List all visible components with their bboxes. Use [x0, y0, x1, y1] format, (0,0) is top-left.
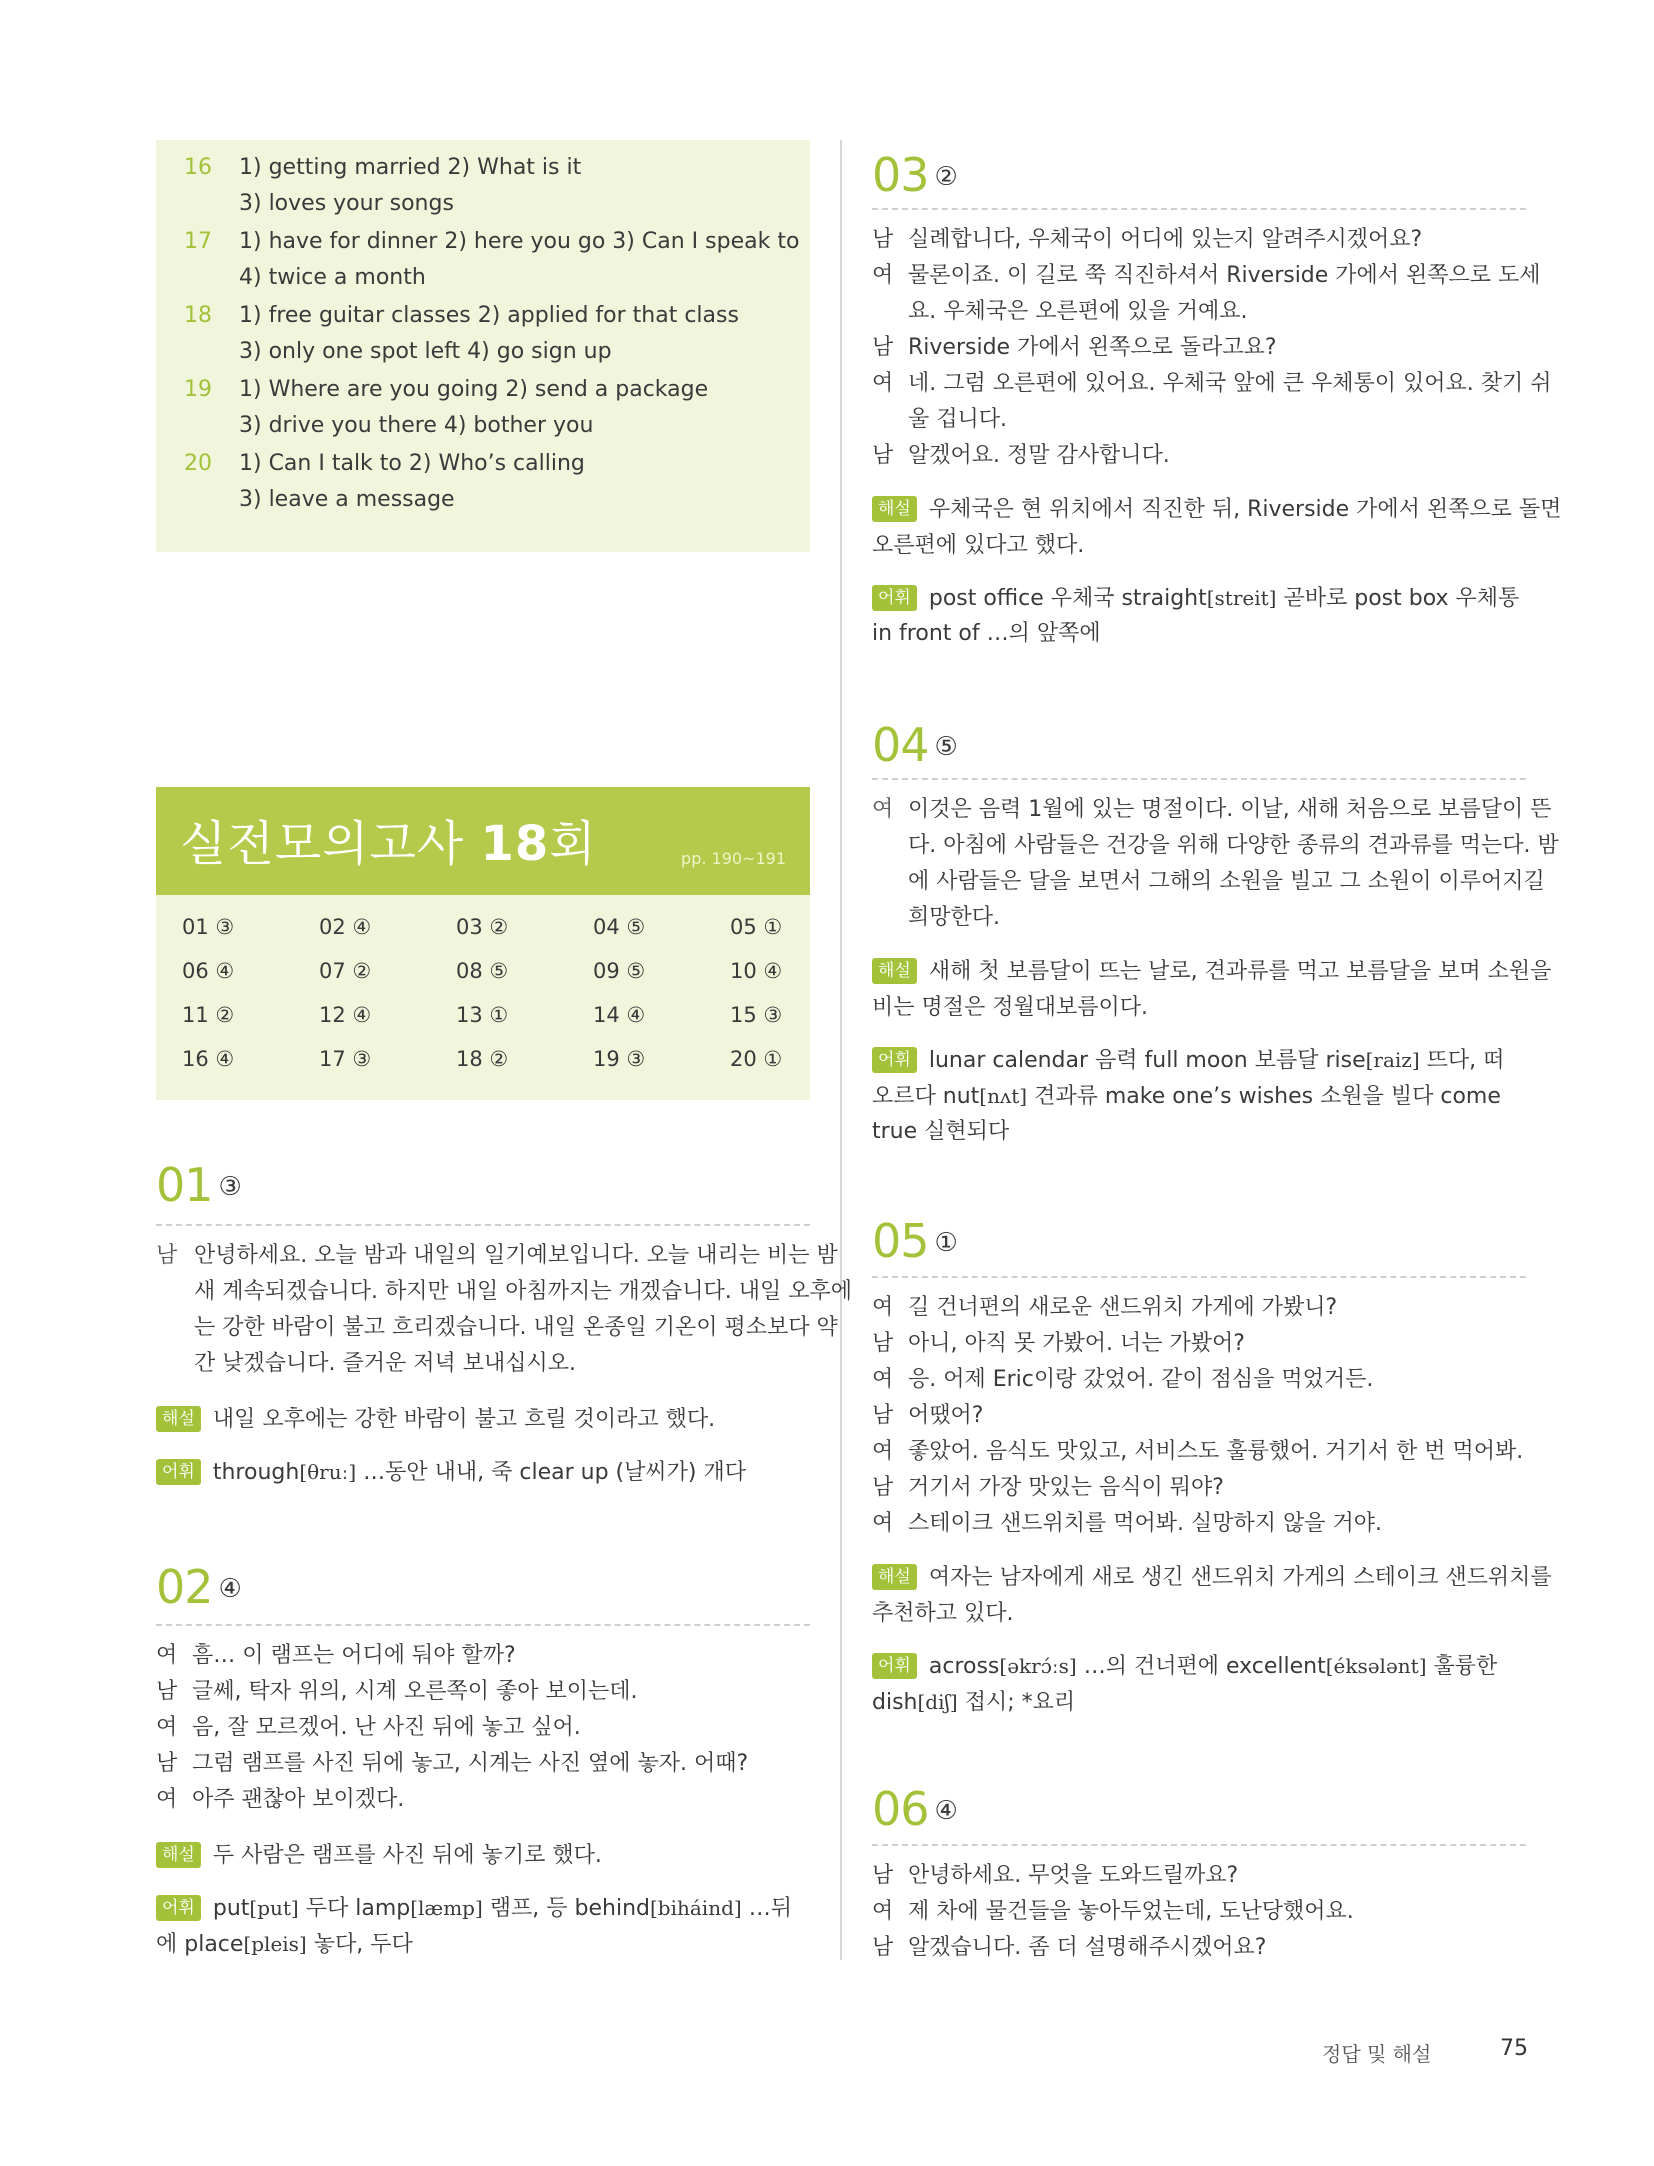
grid-answer: 09 ⑤	[593, 959, 646, 983]
speaker-label: 여	[156, 1787, 178, 1812]
answer-key-line-1: 1) getting married 2) What is it	[239, 155, 582, 180]
grid-answer: 17 ③	[319, 1047, 372, 1071]
answer-key-line-1: 1) Where are you going 2) send a package	[239, 377, 709, 402]
dialog-line: 좋았어. 음식도 맛있고, 서비스도 훌륭했어. 거기서 한 번 먹어봐.	[908, 1439, 1524, 1464]
dialog-line-continued: 요. 우체국은 오른편에 있을 거예요.	[908, 299, 1248, 324]
speaker-label: 여	[872, 1367, 894, 1392]
speaker-label: 여	[872, 1511, 894, 1536]
dialog-line: 응. 어제 Eric이랑 갔었어. 같이 점심을 먹었거든.	[908, 1367, 1374, 1392]
answer-key-number: 16	[184, 155, 212, 180]
q05-heading: 05 ①	[872, 1214, 958, 1268]
q06-heading: 06 ④	[872, 1782, 958, 1836]
q05-divider	[872, 1276, 1526, 1278]
dialog-line: 음, 잘 모르겠어. 난 사진 뒤에 놓고 싶어.	[192, 1715, 581, 1740]
grid-answer: 12 ④	[319, 1003, 372, 1027]
q01-line-4: 간 낮겠습니다. 즐거운 저녁 보내십시오.	[194, 1351, 576, 1376]
q03-vocab-line-2: in front of …의 앞쪽에	[872, 621, 1101, 646]
grid-answer: 02 ④	[319, 915, 372, 939]
dialog-line-continued: 울 겁니다.	[908, 407, 1007, 432]
q03-explain-line-2: 오른편에 있다고 했다.	[872, 533, 1085, 558]
grid-answer: 10 ④	[730, 959, 783, 983]
grid-answer: 01 ③	[182, 915, 235, 939]
grid-answer: 20 ①	[730, 1047, 783, 1071]
q04-line-4: 희망한다.	[908, 905, 1001, 930]
answer-key-line-2: 3) loves your songs	[239, 191, 454, 216]
q03-vocab-line-1: 어휘 post office 우체국 straight[streit] 곧바로 post box 우체통	[872, 580, 1519, 617]
grid-answer: 04 ⑤	[593, 915, 646, 939]
dialog-line: 어땠어?	[908, 1403, 984, 1428]
answer-key-line-2: 4) twice a month	[239, 265, 426, 290]
q05-explain-line-1: 해설 여자는 남자에게 새로 생긴 샌드위치 가게의 스테이크 샌드위치를	[872, 1560, 1552, 1596]
dialog-line: 제 차에 물건들을 놓아두었는데, 도난당했어요.	[908, 1899, 1354, 1924]
answer-key-number: 17	[184, 229, 212, 254]
answer-key-item	[184, 372, 708, 408]
dialog-line: 아주 괜찮아 보이겠다.	[192, 1787, 405, 1812]
q04-vocab-line-1: 어휘 lunar calendar 음력 full moon 보름달 rise[raiz] 뜨다, 떠	[872, 1042, 1504, 1079]
q01-divider	[156, 1224, 810, 1226]
grid-answer: 13 ①	[456, 1003, 509, 1027]
q02-divider	[156, 1624, 810, 1626]
q04-explain-line-1: 해설 새해 첫 보름달이 뜨는 날로, 견과류를 먹고 보름달을 보며 소원을	[872, 954, 1551, 990]
q03-heading: 03 ②	[872, 148, 958, 202]
grid-answer: 11 ②	[182, 1003, 235, 1027]
grid-answer: 08 ⑤	[456, 959, 509, 983]
q04-explain-line-2: 비는 명절은 정월대보름이다.	[872, 995, 1149, 1020]
q04-line-1: 이것은 음력 1월에 있는 명절이다. 이날, 새해 처음으로 보름달이 뜬	[908, 797, 1552, 822]
q02-vocab-line-1: 어휘 put[put] 두다 lamp[læmp] 램프, 등 behind[biháind] …뒤	[156, 1890, 792, 1927]
answer-key-line-2: 3) only one spot left 4) go sign up	[239, 339, 612, 364]
answer-key-item	[184, 224, 799, 260]
q05-explain-line-2: 추천하고 있다.	[872, 1601, 1014, 1626]
q04-divider	[872, 778, 1526, 780]
answer-key-line-1: 1) have for dinner 2) here you go 3) Can I speak to	[239, 229, 800, 254]
grid-answer: 19 ③	[593, 1047, 646, 1071]
speaker-label: 남	[872, 443, 894, 468]
dialog-line: 그럼 램프를 사진 뒤에 놓고, 시계는 사진 옆에 놓자. 어때?	[192, 1751, 749, 1776]
q02-explain: 해설 두 사람은 램프를 사진 뒤에 놓기로 했다.	[156, 1838, 602, 1874]
answer-key-line-2: 3) leave a message	[239, 487, 455, 512]
grid-answer: 16 ④	[182, 1047, 235, 1071]
q01-heading: 01 ③	[156, 1158, 242, 1212]
speaker-label: 남	[156, 1751, 178, 1776]
dialog-line: 물론이죠. 이 길로 쭉 직진하셔서 Riverside 가에서 왼쪽으로 도세	[908, 263, 1541, 288]
speaker-label: 남	[156, 1679, 178, 1704]
q01-line-2: 새 계속되겠습니다. 하지만 내일 아침까지는 개겠습니다. 내일 오후에	[194, 1279, 852, 1304]
footer-label: 정답 및 해설	[1322, 2042, 1432, 2066]
answer-key-line-2: 3) drive you there 4) bother you	[239, 413, 594, 438]
q01-line-1: 안녕하세요. 오늘 밤과 내일의 일기예보입니다. 오늘 내리는 비는 밤	[194, 1243, 838, 1268]
q03-explain-line-1: 해설 우체국은 현 위치에서 직진한 뒤, Riverside 가에서 왼쪽으로 돌면	[872, 492, 1561, 528]
q02-heading: 02 ④	[156, 1560, 242, 1614]
speaker-label: 남	[872, 1863, 894, 1888]
q04-vocab-line-2: 오르다 nut[nʌt] 견과류 make one’s wishes 소원을 빌다 come	[872, 1084, 1501, 1109]
grid-answer: 18 ②	[456, 1047, 509, 1071]
speaker-label: 남	[872, 335, 894, 360]
speaker-label: 남	[872, 227, 894, 252]
dialog-line: Riverside 가에서 왼쪽으로 돌라고요?	[908, 335, 1277, 360]
dialog-line: 길 건너편의 새로운 샌드위치 가게에 가봤니?	[908, 1295, 1338, 1320]
speaker-label: 남	[872, 1475, 894, 1500]
dialog-line: 스테이크 샌드위치를 먹어봐. 실망하지 않을 거야.	[908, 1511, 1382, 1536]
speaker-label: 남	[872, 1403, 894, 1428]
dialog-line: 글쎄, 탁자 위의, 시계 오른쪽이 좋아 보이는데.	[192, 1679, 638, 1704]
dialog-line: 실례합니다, 우체국이 어디에 있는지 알려주시겠어요?	[908, 227, 1423, 252]
speaker-label: 남	[872, 1331, 894, 1356]
q04-vocab-line-3: true 실현되다	[872, 1119, 1010, 1144]
exam-title: 실전모의고사 18회	[180, 816, 597, 872]
q04-line-3: 에 사람들은 달을 보면서 그해의 소원을 빌고 그 소원이 이루어지길	[908, 869, 1545, 894]
answer-key-item	[184, 298, 739, 334]
speaker-label: 여	[156, 1715, 178, 1740]
answer-key-line-1: 1) Can I talk to 2) Who’s calling	[239, 451, 585, 476]
grid-answer: 03 ②	[456, 915, 509, 939]
speaker-label: 여	[872, 263, 894, 288]
dialog-line: 아니, 아직 못 가봤어. 너는 가봤어?	[908, 1331, 1245, 1356]
speaker-label: 여	[156, 1643, 178, 1668]
dialog-line: 알겠어요. 정말 감사합니다.	[908, 443, 1170, 468]
q02-vocab-line-2: 에 place[pleis] 놓다, 두다	[156, 1932, 413, 1957]
answer-key-item	[184, 150, 581, 186]
dialog-line: 알겠습니다. 좀 더 설명해주시겠어요?	[908, 1935, 1267, 1960]
q04-line-2: 다. 아침에 사람들은 건강을 위해 다양한 종류의 견과류를 먹는다. 밤	[908, 833, 1559, 858]
answer-key-number: 18	[184, 303, 212, 328]
grid-answer: 06 ④	[182, 959, 235, 983]
answer-key-item	[184, 446, 585, 482]
grid-answer: 14 ④	[593, 1003, 646, 1027]
answer-key-number: 20	[184, 451, 212, 476]
exam-header	[156, 787, 810, 895]
speaker-label: 여	[872, 371, 894, 396]
dialog-line: 안녕하세요. 무엇을 도와드릴까요?	[908, 1863, 1239, 1888]
q05-vocab-line-1: 어휘 across[əkrɔ́ːs] …의 건너편에 excellent[éksələnt] 훌륭한	[872, 1648, 1497, 1685]
speaker-label: 남	[872, 1935, 894, 1960]
column-divider	[840, 140, 842, 1960]
q01-speaker: 남	[156, 1243, 178, 1268]
q06-divider	[872, 1844, 1526, 1846]
answer-key-line-1: 1) free guitar classes 2) applied for that class	[239, 303, 739, 328]
q03-divider	[872, 208, 1526, 210]
grid-answer: 07 ②	[319, 959, 372, 983]
q01-explain: 해설 내일 오후에는 강한 바람이 불고 흐릴 것이라고 했다.	[156, 1402, 715, 1438]
dialog-line: 흠… 이 램프는 어디에 둬야 할까?	[192, 1643, 516, 1668]
speaker-label: 여	[872, 1295, 894, 1320]
page-number: 75	[1500, 2036, 1528, 2061]
speaker-label: 여	[872, 1899, 894, 1924]
dialog-line: 거기서 가장 맛있는 음식이 뭐야?	[908, 1475, 1224, 1500]
exam-pages: pp. 190~191	[681, 849, 786, 868]
answer-key-number: 19	[184, 377, 212, 402]
q01-line-3: 는 강한 바람이 불고 흐리겠습니다. 내일 온종일 기온이 평소보다 약	[194, 1315, 838, 1340]
q04-speaker: 여	[872, 797, 894, 822]
q04-heading: 04 ⑤	[872, 718, 958, 772]
speaker-label: 여	[872, 1439, 894, 1464]
q05-vocab-line-2: dish[diʃ] 접시; *요리	[872, 1690, 1076, 1715]
dialog-line: 네. 그럼 오른편에 있어요. 우체국 앞에 큰 우체통이 있어요. 찾기 쉬	[908, 371, 1552, 396]
q01-vocab: 어휘 through[θruː] …동안 내내, 죽 clear up (날씨가) 개다	[156, 1454, 746, 1491]
grid-answer: 15 ③	[730, 1003, 783, 1027]
grid-answer: 05 ①	[730, 915, 783, 939]
